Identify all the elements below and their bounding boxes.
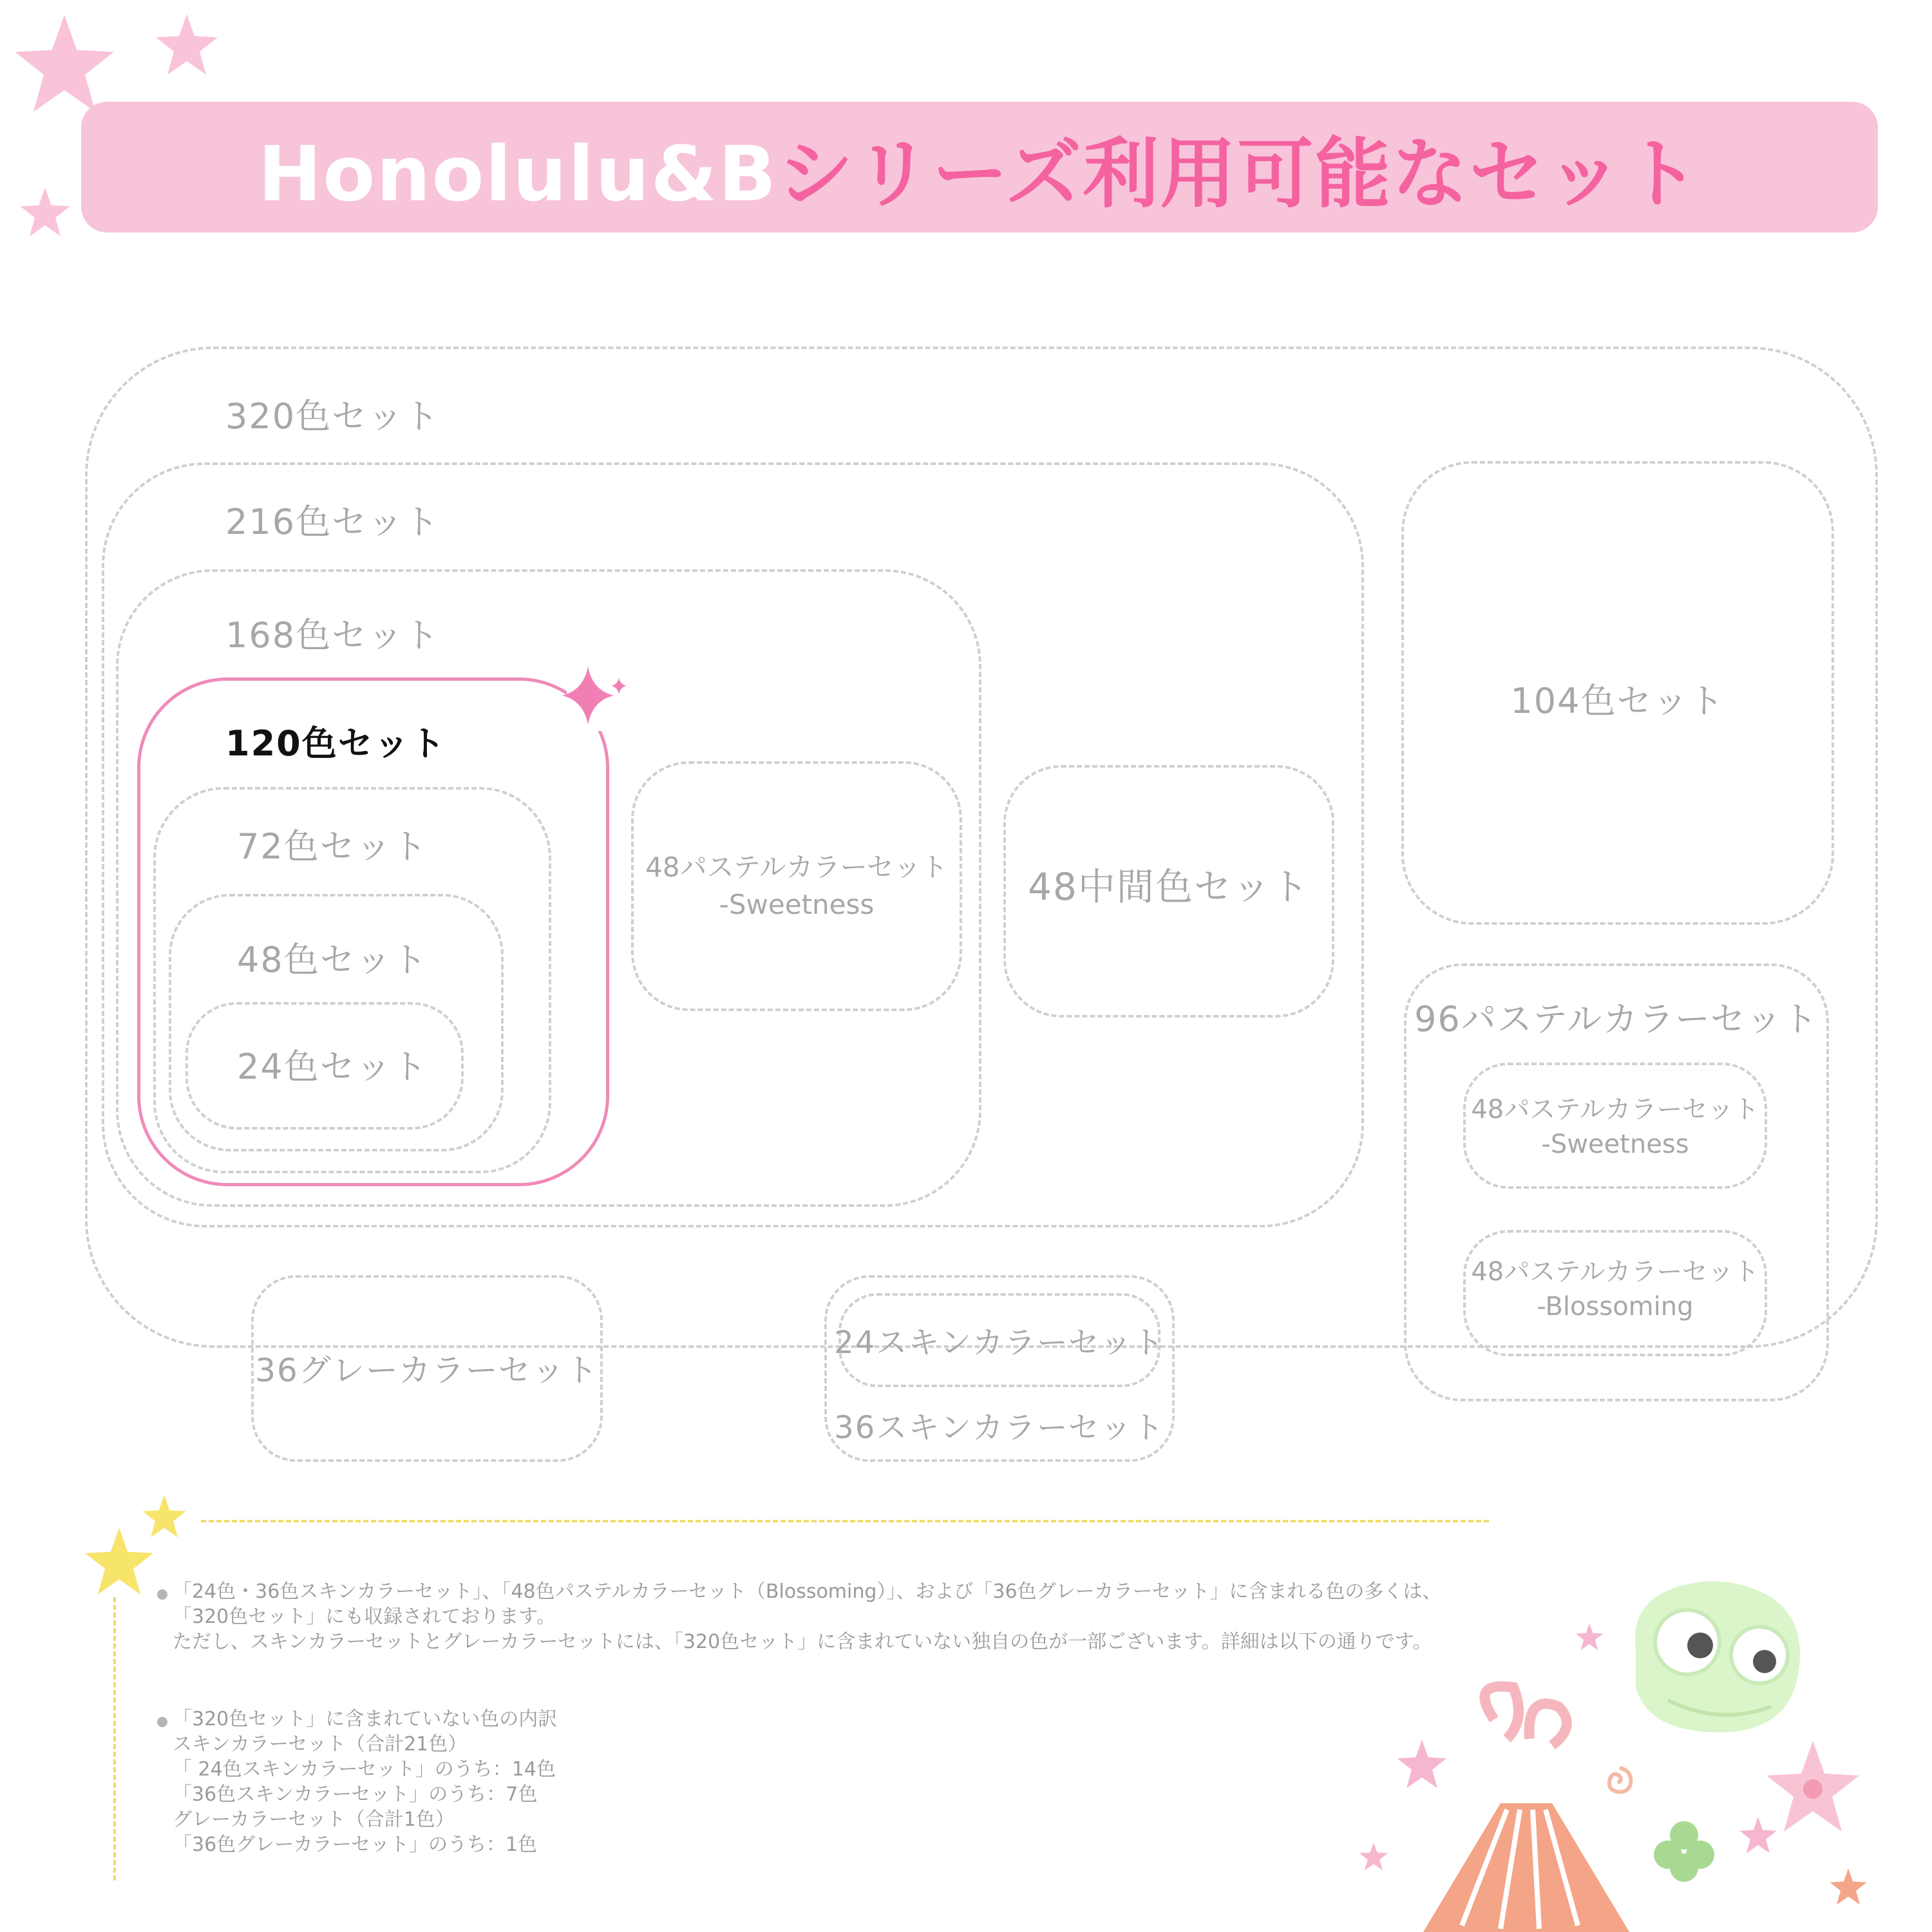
star-icon-top-left-large <box>13 13 116 116</box>
star-icon-pink-bottom-2 <box>1575 1623 1604 1651</box>
star-icon-pink-bottom-3 <box>1739 1816 1777 1855</box>
set-label-72: 72色セット <box>237 826 428 867</box>
hibiscus-icon <box>1765 1739 1861 1835</box>
star-icon-top-left-small <box>155 13 219 77</box>
note-bullet-2 <box>157 1717 167 1727</box>
set-label-104: 104色セット <box>1510 681 1725 721</box>
note2-line5: グレーカラーセット（合計1色） <box>173 1808 455 1831</box>
set-label-pastel-sweetness <box>631 849 962 923</box>
set-label-36-skin: 36スキンカラーセット <box>834 1410 1165 1446</box>
note-block-2 <box>173 1707 557 1857</box>
vertical-dashed-line <box>113 1597 116 1880</box>
sparkle-icon <box>559 663 630 734</box>
set-label-24: 24色セット <box>237 1046 428 1087</box>
separator-line <box>201 1520 1489 1522</box>
note2-line2: スキンカラーセット（合計21色） <box>173 1733 468 1756</box>
set-label-120: 120色セット <box>225 723 446 764</box>
note1-line2: 「320色セット」にも収録されております。 <box>173 1605 556 1628</box>
note2-line1: 「320色セット」に含まれていない色の内訳 <box>173 1708 558 1730</box>
pastel-sweetness-line2: -Sweetness <box>719 889 875 920</box>
star-icon-pink-bottom-4 <box>1359 1842 1388 1871</box>
pastel96-blossoming-line2: -Blossoming <box>1537 1292 1694 1321</box>
page-title <box>258 113 1701 222</box>
star-icon-yellow-large <box>84 1526 155 1597</box>
pastel96-sweetness-line2: -Sweetness <box>1541 1130 1689 1159</box>
set-label-96-sweetness <box>1463 1092 1767 1162</box>
title-series-name: Honolulu&B <box>258 129 778 218</box>
note2-line3: 「 24色スキンカラーセット」のうち：14色 <box>173 1758 556 1781</box>
note-bullet-1 <box>157 1589 167 1600</box>
note2-line4: 「36色スキンカラーセット」のうち：7色 <box>173 1783 538 1806</box>
volcano-icon <box>1417 1681 1636 1932</box>
pastel96-blossoming-line1: 48パステルカラーセット <box>1471 1257 1759 1287</box>
set-label-168: 168色セット <box>225 615 440 656</box>
note1-line1: 「24色・36色スキンカラーセット」、「48色パステルカラーセット（Blossoming）」、および「36色グレーカラーセット」に含まれる色の多くは、 <box>173 1580 1442 1603</box>
pastel-sweetness-line1: 48パステルカラーセット <box>645 851 948 883</box>
star-icon-pink-bottom-1 <box>1396 1739 1448 1790</box>
set-label-48: 48色セット <box>237 940 428 980</box>
note2-line6: 「36色グレーカラーセット」のうち：1色 <box>173 1833 538 1856</box>
clover-icon <box>1649 1816 1719 1887</box>
set-label-96-blossoming <box>1463 1255 1767 1324</box>
title-suffix: シリーズ利用可能なセット <box>777 129 1701 218</box>
note-block-1 <box>173 1579 1441 1654</box>
set-label-48-middle: 48中間色セット <box>1028 865 1310 909</box>
star-icon-left <box>19 187 71 238</box>
set-label-36-grey: 36グレーカラーセット <box>255 1352 599 1389</box>
set-label-96-pastel: 96パステルカラーセット <box>1414 999 1819 1039</box>
pastel96-sweetness-line1: 48パステルカラーセット <box>1471 1095 1759 1124</box>
set-label-320: 320色セット <box>225 396 440 437</box>
note1-line3: ただし、スキンカラーセットとグレーカラーセットには、「320色セット」に含まれていない独自の色が一部ございます。詳細は以下の通りです。 <box>173 1631 1432 1653</box>
chameleon-icon <box>1610 1571 1816 1752</box>
title-banner <box>81 102 1878 232</box>
set-label-216: 216色セット <box>225 502 440 542</box>
flower-icon-small <box>1829 1868 1868 1906</box>
set-label-24-skin: 24スキンカラーセット <box>834 1325 1165 1361</box>
shell-icon <box>1604 1765 1636 1797</box>
